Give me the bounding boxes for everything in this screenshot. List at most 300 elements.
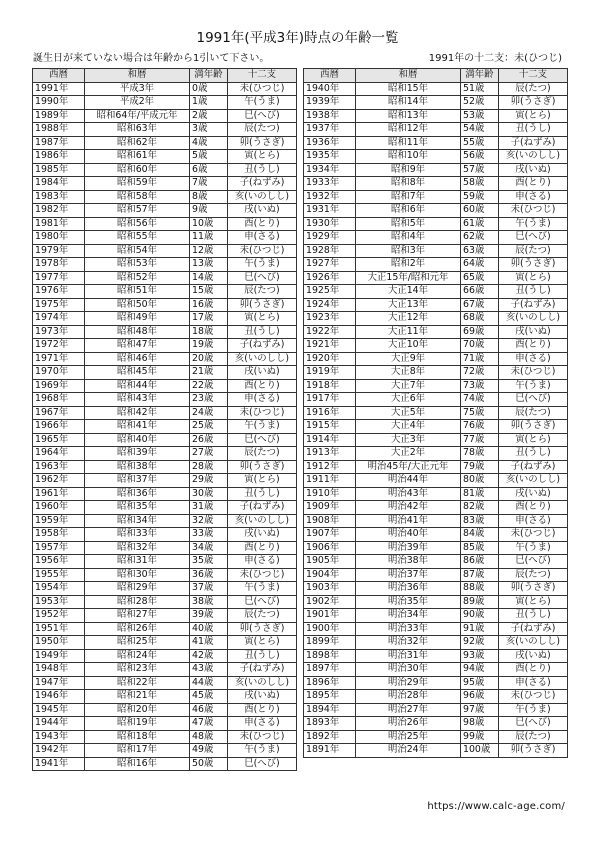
cell-wareki: 昭和49年: [85, 312, 190, 326]
table-row: [33, 339, 297, 353]
cell-age: 45歳: [190, 690, 228, 704]
cell-seireki: 1942年: [33, 744, 85, 758]
table-row: [304, 231, 568, 245]
cell-seireki: 1979年: [33, 244, 85, 258]
table-row: [304, 541, 568, 555]
cell-wareki: 昭和40年: [85, 433, 190, 447]
age-table-right-body: [304, 82, 568, 757]
table-row: [33, 703, 297, 717]
table-row: [304, 123, 568, 137]
cell-zodiac: 巳(へび): [228, 109, 297, 123]
cell-seireki: 1991年: [33, 82, 85, 96]
cell-age: 38歳: [190, 595, 228, 609]
cell-seireki: 1962年: [33, 474, 85, 488]
cell-age: 98歳: [461, 717, 499, 731]
cell-zodiac: 丑(うし): [499, 447, 568, 461]
cell-seireki: 1892年: [304, 730, 356, 744]
cell-wareki: 昭和7年: [356, 190, 461, 204]
cell-wareki: 昭和62年: [85, 136, 190, 150]
cell-age: 78歳: [461, 447, 499, 461]
cell-wareki: 昭和63年: [85, 123, 190, 137]
cell-zodiac: 亥(いのしし): [499, 636, 568, 650]
cell-zodiac: 未(ひつじ): [228, 244, 297, 258]
cell-wareki: 昭和60年: [85, 163, 190, 177]
cell-wareki: 昭和5年: [356, 217, 461, 231]
cell-wareki: 大正6年: [356, 393, 461, 407]
table-header-row: [33, 69, 297, 83]
cell-seireki: 1900年: [304, 622, 356, 636]
cell-age: 24歳: [190, 406, 228, 420]
cell-wareki: 大正10年: [356, 339, 461, 353]
cell-wareki: 大正4年: [356, 420, 461, 434]
cell-seireki: 1980年: [33, 231, 85, 245]
cell-zodiac: 午(うま): [228, 582, 297, 596]
cell-zodiac: 未(ひつじ): [228, 730, 297, 744]
cell-age: 2歳: [190, 109, 228, 123]
cell-zodiac: 亥(いのしし): [228, 352, 297, 366]
cell-seireki: 1960年: [33, 501, 85, 515]
cell-wareki: 昭和12年: [356, 123, 461, 137]
cell-seireki: 1964年: [33, 447, 85, 461]
cell-age: 48歳: [190, 730, 228, 744]
cell-age: 31歳: [190, 501, 228, 515]
cell-seireki: 1944年: [33, 717, 85, 731]
cell-seireki: 1896年: [304, 676, 356, 690]
table-row: [304, 285, 568, 299]
cell-age: 54歳: [461, 123, 499, 137]
cell-zodiac: 卯(うさぎ): [228, 622, 297, 636]
cell-seireki: 1938年: [304, 109, 356, 123]
cell-zodiac: 子(ねずみ): [228, 663, 297, 677]
table-row: [33, 217, 297, 231]
cell-age: 28歳: [190, 460, 228, 474]
cell-zodiac: 巳(へび): [228, 757, 297, 771]
table-row: [33, 568, 297, 582]
cell-age: 90歳: [461, 609, 499, 623]
age-table-right: [303, 68, 568, 758]
cell-seireki: 1988年: [33, 123, 85, 137]
cell-wareki: 明治26年: [356, 717, 461, 731]
cell-age: 82歳: [461, 501, 499, 515]
table-row: [33, 109, 297, 123]
cell-seireki: 1955年: [33, 568, 85, 582]
cell-age: 61歳: [461, 217, 499, 231]
cell-seireki: 1912年: [304, 460, 356, 474]
cell-seireki: 1908年: [304, 514, 356, 528]
cell-seireki: 1933年: [304, 177, 356, 191]
cell-seireki: 1929年: [304, 231, 356, 245]
table-row: [33, 123, 297, 137]
cell-seireki: 1961年: [33, 487, 85, 501]
table-row: [304, 190, 568, 204]
cell-wareki: 昭和36年: [85, 487, 190, 501]
cell-zodiac: 亥(いのしし): [499, 474, 568, 488]
age-table-left-body: [33, 82, 297, 771]
cell-age: 27歳: [190, 447, 228, 461]
cell-age: 66歳: [461, 285, 499, 299]
cell-seireki: 1953年: [33, 595, 85, 609]
cell-seireki: 1937年: [304, 123, 356, 137]
cell-age: 0歳: [190, 82, 228, 96]
table-row: [304, 528, 568, 542]
cell-age: 73歳: [461, 379, 499, 393]
cell-wareki: 明治42年: [356, 501, 461, 515]
age-table-left: [32, 68, 297, 771]
cell-age: 23歳: [190, 393, 228, 407]
cell-seireki: 1974年: [33, 312, 85, 326]
cell-wareki: 大正14年: [356, 285, 461, 299]
cell-zodiac: 丑(うし): [228, 487, 297, 501]
cell-zodiac: 卯(うさぎ): [499, 96, 568, 110]
cell-age: 92歳: [461, 636, 499, 650]
cell-zodiac: 辰(たつ): [228, 609, 297, 623]
table-row: [304, 82, 568, 96]
cell-wareki: 明治36年: [356, 582, 461, 596]
cell-zodiac: 申(さる): [228, 393, 297, 407]
cell-wareki: 昭和31年: [85, 555, 190, 569]
cell-seireki: 1950年: [33, 636, 85, 650]
table-row: [304, 474, 568, 488]
cell-age: 19歳: [190, 339, 228, 353]
cell-seireki: 1891年: [304, 744, 356, 758]
table-row: [33, 379, 297, 393]
table-row: [33, 744, 297, 758]
cell-zodiac: 申(さる): [499, 514, 568, 528]
cell-wareki: 昭和15年: [356, 82, 461, 96]
cell-zodiac: 辰(たつ): [499, 568, 568, 582]
cell-zodiac: 寅(とら): [228, 474, 297, 488]
cell-wareki: 明治33年: [356, 622, 461, 636]
cell-zodiac: 丑(うし): [228, 649, 297, 663]
cell-seireki: 1895年: [304, 690, 356, 704]
cell-age: 97歳: [461, 703, 499, 717]
cell-seireki: 1931年: [304, 204, 356, 218]
table-row: [304, 433, 568, 447]
cell-zodiac: 亥(いのしし): [228, 190, 297, 204]
cell-age: 15歳: [190, 285, 228, 299]
cell-seireki: 1940年: [304, 82, 356, 96]
cell-age: 60歳: [461, 204, 499, 218]
cell-age: 57歳: [461, 163, 499, 177]
cell-age: 76歳: [461, 420, 499, 434]
table-row: [33, 595, 297, 609]
cell-seireki: 1903年: [304, 582, 356, 596]
header-zodiac: 十二支: [228, 69, 297, 83]
cell-wareki: 昭和58年: [85, 190, 190, 204]
cell-zodiac: 子(ねずみ): [228, 339, 297, 353]
cell-wareki: 昭和38年: [85, 460, 190, 474]
table-row: [33, 555, 297, 569]
cell-age: 71歳: [461, 352, 499, 366]
cell-seireki: 1972年: [33, 339, 85, 353]
cell-zodiac: 卯(うさぎ): [499, 258, 568, 272]
cell-zodiac: 未(ひつじ): [228, 82, 297, 96]
table-row: [33, 460, 297, 474]
cell-seireki: 1951年: [33, 622, 85, 636]
cell-zodiac: 寅(とら): [499, 433, 568, 447]
cell-zodiac: 亥(いのしし): [228, 676, 297, 690]
table-row: [304, 595, 568, 609]
cell-age: 69歳: [461, 325, 499, 339]
cell-zodiac: 申(さる): [228, 555, 297, 569]
cell-age: 30歳: [190, 487, 228, 501]
table-row: [304, 730, 568, 744]
cell-age: 52歳: [461, 96, 499, 110]
cell-age: 36歳: [190, 568, 228, 582]
cell-age: 67歳: [461, 298, 499, 312]
cell-wareki: 明治30年: [356, 663, 461, 677]
table-row: [33, 150, 297, 164]
cell-zodiac: 卯(うさぎ): [499, 744, 568, 758]
cell-wareki: 昭和33年: [85, 528, 190, 542]
cell-age: 89歳: [461, 595, 499, 609]
cell-zodiac: 子(ねずみ): [499, 298, 568, 312]
cell-wareki: 昭和41年: [85, 420, 190, 434]
table-row: [33, 420, 297, 434]
cell-wareki: 昭和28年: [85, 595, 190, 609]
cell-wareki: 平成2年: [85, 96, 190, 110]
cell-seireki: 1905年: [304, 555, 356, 569]
cell-wareki: 明治39年: [356, 541, 461, 555]
cell-age: 13歳: [190, 258, 228, 272]
cell-age: 91歳: [461, 622, 499, 636]
table-row: [304, 609, 568, 623]
cell-zodiac: 丑(うし): [228, 163, 297, 177]
cell-age: 62歳: [461, 231, 499, 245]
cell-wareki: 明治32年: [356, 636, 461, 650]
cell-seireki: 1939年: [304, 96, 356, 110]
cell-seireki: 1966年: [33, 420, 85, 434]
cell-seireki: 1914年: [304, 433, 356, 447]
cell-seireki: 1894年: [304, 703, 356, 717]
cell-zodiac: 辰(たつ): [499, 244, 568, 258]
table-row: [33, 177, 297, 191]
cell-wareki: 昭和22年: [85, 676, 190, 690]
table-row: [33, 730, 297, 744]
table-row: [304, 555, 568, 569]
cell-seireki: 1897年: [304, 663, 356, 677]
cell-wareki: 昭和16年: [85, 757, 190, 771]
cell-zodiac: 申(さる): [228, 231, 297, 245]
cell-age: 26歳: [190, 433, 228, 447]
cell-wareki: 明治25年: [356, 730, 461, 744]
cell-seireki: 1956年: [33, 555, 85, 569]
cell-seireki: 1928年: [304, 244, 356, 258]
table-row: [33, 649, 297, 663]
cell-zodiac: 子(ねずみ): [499, 460, 568, 474]
cell-zodiac: 巳(へび): [499, 555, 568, 569]
cell-age: 47歳: [190, 717, 228, 731]
cell-age: 34歳: [190, 541, 228, 555]
table-row: [304, 420, 568, 434]
cell-zodiac: 午(うま): [499, 541, 568, 555]
cell-zodiac: 亥(いのしし): [499, 312, 568, 326]
cell-age: 32歳: [190, 514, 228, 528]
cell-zodiac: 子(ねずみ): [228, 177, 297, 191]
cell-zodiac: 午(うま): [228, 258, 297, 272]
cell-zodiac: 戌(いぬ): [499, 325, 568, 339]
page-title: 1991年(平成3年)時点の年齢一覧: [196, 30, 399, 46]
cell-zodiac: 未(ひつじ): [228, 568, 297, 582]
cell-seireki: 1930年: [304, 217, 356, 231]
table-row: [33, 636, 297, 650]
cell-zodiac: 丑(うし): [499, 609, 568, 623]
table-row: [304, 568, 568, 582]
cell-zodiac: 午(うま): [228, 744, 297, 758]
table-row: [304, 703, 568, 717]
cell-age: 20歳: [190, 352, 228, 366]
cell-seireki: 1986年: [33, 150, 85, 164]
cell-wareki: 昭和19年: [85, 717, 190, 731]
cell-zodiac: 丑(うし): [499, 123, 568, 137]
cell-seireki: 1967年: [33, 406, 85, 420]
cell-wareki: 明治37年: [356, 568, 461, 582]
cell-zodiac: 申(さる): [499, 676, 568, 690]
cell-seireki: 1968年: [33, 393, 85, 407]
cell-age: 33歳: [190, 528, 228, 542]
cell-wareki: 明治35年: [356, 595, 461, 609]
cell-wareki: 昭和10年: [356, 150, 461, 164]
cell-age: 4歳: [190, 136, 228, 150]
table-row: [33, 96, 297, 110]
cell-zodiac: 戌(いぬ): [228, 204, 297, 218]
cell-age: 84歳: [461, 528, 499, 542]
cell-seireki: 1907年: [304, 528, 356, 542]
cell-zodiac: 寅(とら): [499, 109, 568, 123]
cell-zodiac: 未(ひつじ): [499, 690, 568, 704]
cell-age: 63歳: [461, 244, 499, 258]
cell-seireki: 1948年: [33, 663, 85, 677]
cell-zodiac: 酉(とり): [499, 339, 568, 353]
cell-seireki: 1969年: [33, 379, 85, 393]
cell-seireki: 1982年: [33, 204, 85, 218]
table-row: [33, 528, 297, 542]
cell-wareki: 昭和30年: [85, 568, 190, 582]
cell-age: 75歳: [461, 406, 499, 420]
table-row: [33, 163, 297, 177]
cell-seireki: 1923年: [304, 312, 356, 326]
cell-age: 74歳: [461, 393, 499, 407]
cell-age: 65歳: [461, 271, 499, 285]
cell-zodiac: 寅(とら): [499, 595, 568, 609]
cell-zodiac: 戌(いぬ): [228, 690, 297, 704]
cell-age: 3歳: [190, 123, 228, 137]
cell-wareki: 大正12年: [356, 312, 461, 326]
cell-wareki: 昭和29年: [85, 582, 190, 596]
cell-seireki: 1909年: [304, 501, 356, 515]
cell-wareki: 昭和51年: [85, 285, 190, 299]
table-row: [33, 582, 297, 596]
cell-zodiac: 子(ねずみ): [228, 501, 297, 515]
cell-wareki: 昭和24年: [85, 649, 190, 663]
cell-zodiac: 子(ねずみ): [499, 136, 568, 150]
cell-seireki: 1899年: [304, 636, 356, 650]
header-zodiac: 十二支: [499, 69, 568, 83]
cell-age: 5歳: [190, 150, 228, 164]
cell-wareki: 明治43年: [356, 487, 461, 501]
table-row: [33, 325, 297, 339]
cell-wareki: 昭和43年: [85, 393, 190, 407]
cell-zodiac: 戌(いぬ): [499, 487, 568, 501]
cell-zodiac: 巳(へび): [499, 393, 568, 407]
cell-age: 87歳: [461, 568, 499, 582]
cell-wareki: 昭和42年: [85, 406, 190, 420]
cell-wareki: 昭和54年: [85, 244, 190, 258]
table-row: [33, 487, 297, 501]
cell-age: 64歳: [461, 258, 499, 272]
cell-age: 72歳: [461, 366, 499, 380]
table-row: [304, 204, 568, 218]
table-row: [304, 244, 568, 258]
table-row: [304, 393, 568, 407]
cell-zodiac: 巳(へび): [499, 717, 568, 731]
cell-age: 37歳: [190, 582, 228, 596]
table-row: [33, 433, 297, 447]
cell-age: 7歳: [190, 177, 228, 191]
table-row: [33, 190, 297, 204]
table-row: [304, 744, 568, 758]
cell-zodiac: 未(ひつじ): [228, 406, 297, 420]
table-row: [33, 366, 297, 380]
cell-age: 40歳: [190, 622, 228, 636]
cell-wareki: 昭和8年: [356, 177, 461, 191]
table-row: [304, 501, 568, 515]
cell-age: 85歳: [461, 541, 499, 555]
cell-zodiac: 戌(いぬ): [228, 528, 297, 542]
cell-seireki: 1921年: [304, 339, 356, 353]
cell-zodiac: 酉(とり): [228, 541, 297, 555]
cell-zodiac: 卯(うさぎ): [499, 420, 568, 434]
cell-zodiac: 申(さる): [228, 717, 297, 731]
table-row: [304, 136, 568, 150]
cell-seireki: 1984年: [33, 177, 85, 191]
cell-age: 56歳: [461, 150, 499, 164]
cell-seireki: 1919年: [304, 366, 356, 380]
cell-wareki: 明治27年: [356, 703, 461, 717]
cell-wareki: 昭和48年: [85, 325, 190, 339]
cell-zodiac: 辰(たつ): [228, 447, 297, 461]
table-row: [33, 541, 297, 555]
cell-wareki: 大正15年/昭和元年: [356, 271, 461, 285]
table-row: [304, 217, 568, 231]
cell-wareki: 明治45年/大正元年: [356, 460, 461, 474]
table-row: [304, 325, 568, 339]
cell-wareki: 昭和37年: [85, 474, 190, 488]
cell-age: 55歳: [461, 136, 499, 150]
cell-seireki: 1910年: [304, 487, 356, 501]
table-row: [304, 447, 568, 461]
cell-wareki: 昭和57年: [85, 204, 190, 218]
cell-wareki: 明治24年: [356, 744, 461, 758]
cell-wareki: 昭和9年: [356, 163, 461, 177]
cell-age: 41歳: [190, 636, 228, 650]
table-row: [33, 609, 297, 623]
cell-zodiac: 申(さる): [499, 352, 568, 366]
cell-zodiac: 卯(うさぎ): [228, 460, 297, 474]
cell-age: 8歳: [190, 190, 228, 204]
cell-seireki: 1973年: [33, 325, 85, 339]
cell-seireki: 1965年: [33, 433, 85, 447]
cell-wareki: 昭和20年: [85, 703, 190, 717]
cell-zodiac: 午(うま): [228, 96, 297, 110]
cell-seireki: 1943年: [33, 730, 85, 744]
cell-zodiac: 酉(とり): [499, 501, 568, 515]
cell-age: 46歳: [190, 703, 228, 717]
table-row: [33, 298, 297, 312]
table-row: [304, 717, 568, 731]
cell-age: 99歳: [461, 730, 499, 744]
cell-age: 18歳: [190, 325, 228, 339]
